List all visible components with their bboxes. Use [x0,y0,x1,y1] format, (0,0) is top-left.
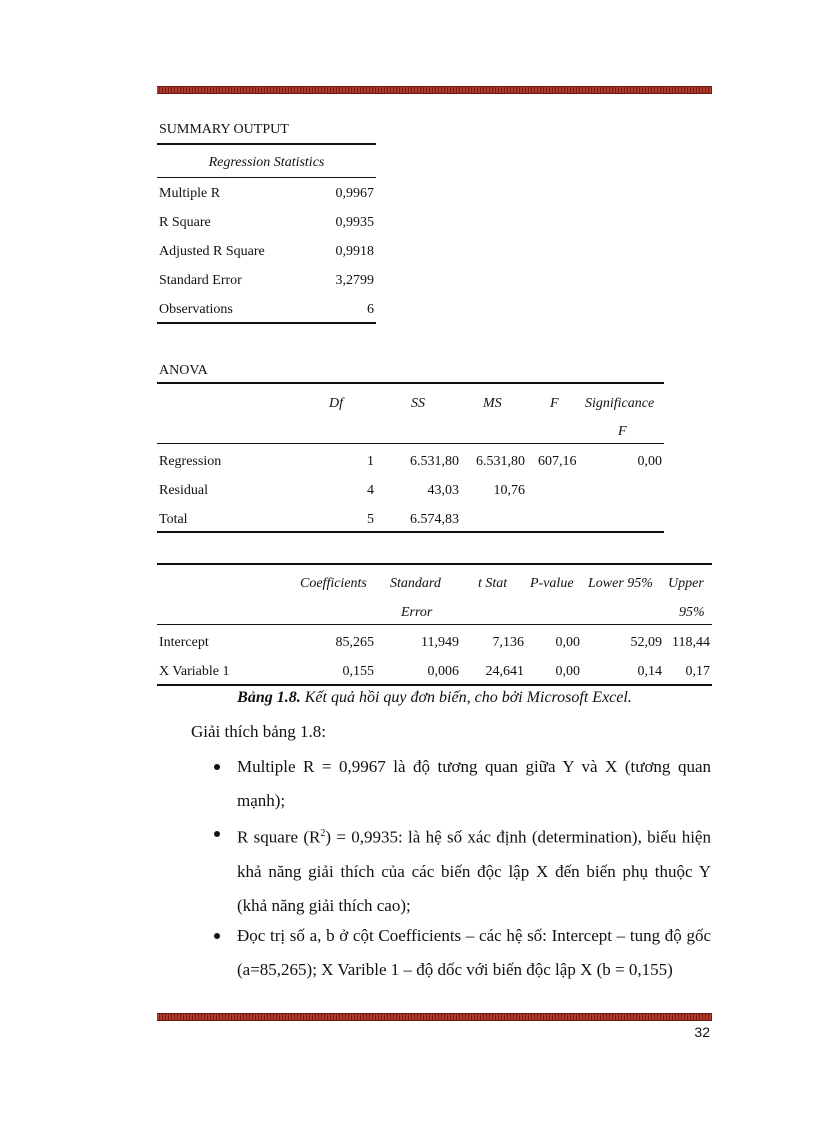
summary-top-line [157,143,376,145]
coef-label: Intercept [159,635,209,650]
coef-lower95: 52,09 [630,635,662,650]
anova-header-significance-f: F [618,424,627,439]
coef-top-line [157,563,712,565]
bullet-2-line-2: khả năng giải thích của các biến độc lập X đến biến phụ thuộc Y [237,861,711,881]
coef-header-error: Error [401,605,433,620]
explain-bullet-1 [237,750,711,818]
bullet-3-line-2: (a=85,265); X Varible 1 – độ dốc với biến độc lập X (b = 0,155) [237,960,673,979]
coef-standard-error: 0,006 [427,664,459,679]
coef-standard-error: 11,949 [421,635,459,650]
bullet-2-line-1 [237,817,711,855]
summary-label: Adjusted R Square [159,244,265,259]
summary-title: SUMMARY OUTPUT [159,122,289,137]
anova-header-f: F [550,396,559,411]
summary-label: R Square [159,215,211,230]
summary-value: 0,9935 [335,215,374,230]
anova-f: 607,16 [538,454,577,469]
explain-bullet-2 [237,817,711,923]
anova-df: 5 [367,512,374,527]
bullet-2-superscript: 2 [320,828,326,839]
anova-label: Total [159,512,188,527]
summary-label: Observations [159,302,233,317]
anova-bottom-line [157,531,664,533]
summary-label: Multiple R [159,186,221,201]
bullet-2-post: ) = 0,9935: là hệ số xác định (determination), biểu hiện [325,827,711,847]
header-rule [157,86,712,94]
coef-upper95: 0,17 [685,664,710,679]
anova-significance: 0,00 [637,454,662,469]
explain-intro: Giải thích bảng 1.8: [191,722,327,741]
explain-bullet-3 [237,919,711,987]
anova-header-df: Df [329,396,343,411]
coef-pvalue: 0,00 [555,664,580,679]
anova-df: 4 [367,483,374,498]
anova-ms: 10,76 [493,483,525,498]
regression-statistics-header: Regression Statistics [208,155,325,170]
bullet-1-line-1: Multiple R = 0,9967 là độ tương quan giữa Y và X (tương quan [237,757,711,776]
coef-pvalue: 0,00 [555,635,580,650]
table-caption [157,689,712,707]
summary-bottom-line [157,322,376,324]
coef-upper95: 118,44 [672,635,710,650]
anova-ms: 6.531,80 [476,454,525,469]
coef-header-coefficients: Coefficients [300,576,367,591]
bullet-icon [214,831,220,837]
bullet-3-line-1: Đọc trị số a, b ở cột Coefficients – các hệ số: Intercept – tung độ gốc [237,926,711,945]
anova-label: Regression [159,454,222,469]
summary-label: Standard Error [159,273,242,288]
coef-tstat: 7,136 [492,635,524,650]
bullet-2-line-3: (khả năng giải thích cao); [237,895,411,915]
anova-top-line [157,382,664,384]
coef-header-upper95: 95% [679,605,705,620]
coef-header-pvalue: P-value [530,576,574,591]
coef-label: X Variable 1 [159,664,230,679]
coef-tstat: 24,641 [485,664,524,679]
summary-value: 6 [367,302,374,317]
bullet-1-line-2: mạnh); [237,791,286,810]
anova-ss: 6.574,83 [410,512,459,527]
anova-ss: 6.531,80 [410,454,459,469]
caption-text: Kết quả hồi quy đơn biến, cho bởi Microsoft Excel. [300,689,632,706]
coef-header-tstat: t Stat [478,576,508,591]
anova-header-ss: SS [411,396,425,411]
anova-df: 1 [367,454,374,469]
coef-lower95: 0,14 [637,664,662,679]
anova-header-line [157,443,664,444]
coef-header-lower95: Lower 95% [588,576,653,591]
coef-header-line [157,624,712,625]
anova-header-significance: Significance [585,396,655,411]
anova-header-ms: MS [483,396,502,411]
coef-bottom-line [157,684,712,686]
bullet-2-pre: R square (R [237,827,321,847]
coef-value: 0,155 [342,664,374,679]
anova-label: Residual [159,483,208,498]
coef-header-standard: Standard [390,576,441,591]
coef-header-upper: Upper [668,576,704,591]
summary-value: 3,2799 [335,273,374,288]
coef-value: 85,265 [335,635,374,650]
summary-value: 0,9967 [335,186,374,201]
summary-header-line [157,177,376,178]
summary-value: 0,9918 [335,244,374,259]
page-number: 32 [694,1024,710,1040]
anova-ss: 43,03 [427,483,459,498]
bullet-icon [214,764,220,770]
anova-title: ANOVA [159,363,208,378]
bullet-icon [214,933,220,939]
footer-rule [157,1013,712,1021]
caption-label: Bảng 1.8. [237,689,301,706]
